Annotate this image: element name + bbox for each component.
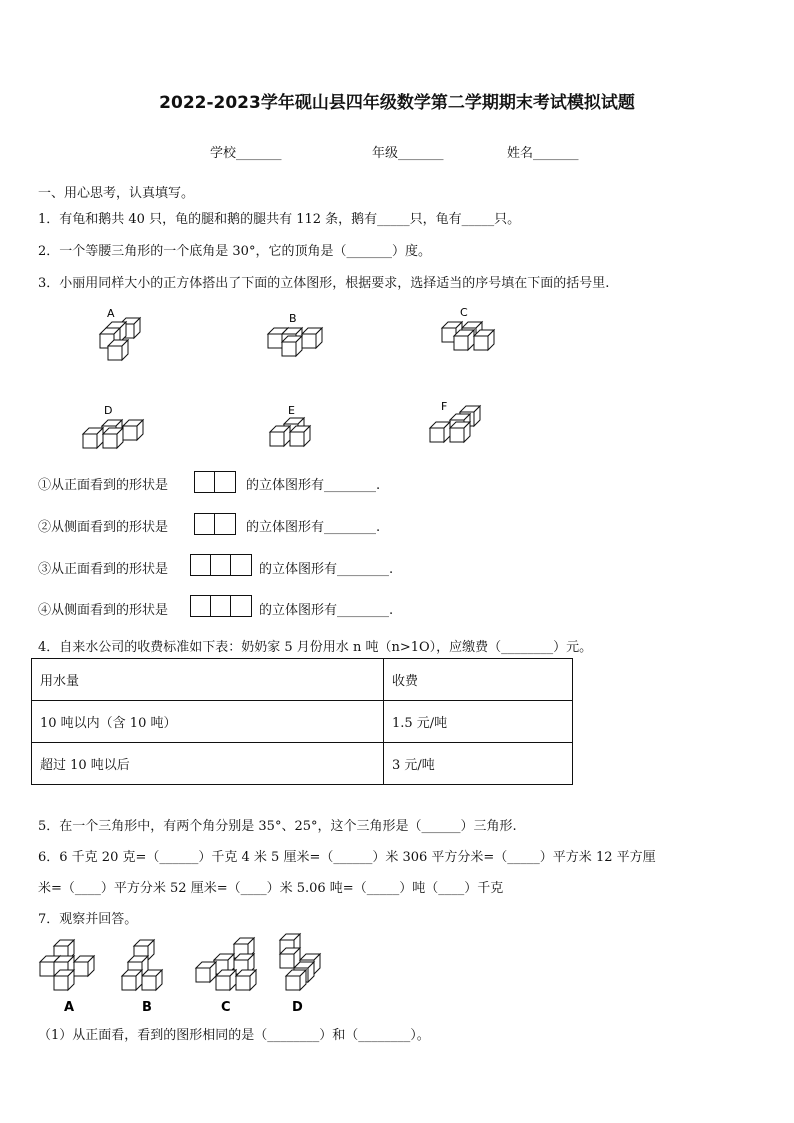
question-7: 7．观察并回答。	[38, 912, 138, 927]
figure-f	[430, 400, 480, 442]
table-row	[32, 743, 573, 785]
q3-sub-1-prefix: ①从正面看到的形状是	[38, 478, 169, 493]
question-1: 1．有龟和鹅共 40 只，龟的腿和鹅的腿共有 112 条，鹅有_____只，龟有_____只。	[38, 212, 521, 227]
q3-sub-2-prefix: ②从侧面看到的形状是	[38, 520, 169, 535]
q7-figure-d	[280, 934, 320, 1015]
question-6-line-1: 6．6 千克 20 克=（______）千克 4 米 5 厘米=（______）米 306 平方分米=（_____）平方米 12 平方厘	[38, 850, 656, 865]
q3-sub-1-suffix: 的立体图形有________.	[246, 478, 381, 493]
q7-figure-a-label: A	[64, 1000, 75, 1015]
grade-field[interactable]: 年级_______	[372, 146, 444, 161]
figure-d	[83, 404, 143, 448]
table-cell: 3 元/吨	[384, 743, 573, 785]
figure-e-label: E	[288, 404, 295, 417]
figure-c	[442, 306, 494, 350]
q3-sub-3-shape	[190, 554, 252, 576]
question-4: 4．自来水公司的收费标准如下表：奶奶家 5 月份用水 n 吨（n>1O），应缴费（________）元。	[38, 640, 593, 655]
table-cell: 超过 10 吨以后	[32, 743, 384, 785]
q3-sub-3-suffix: 的立体图形有________.	[259, 562, 394, 577]
q7-figure-d-label: D	[292, 1000, 303, 1015]
q3-figures	[80, 300, 540, 460]
figure-c-label: C	[460, 306, 468, 319]
question-3: 3．小丽用同样大小的正方体搭出了下面的立体图形，根据要求，选择适当的序号填在下面的括号里.	[38, 276, 610, 291]
figure-b	[268, 312, 322, 356]
water-fee-table	[31, 658, 573, 785]
section-heading: 一、用心思考，认真填写。	[38, 186, 195, 201]
q7-figure-c	[196, 938, 256, 1015]
figure-e	[270, 404, 310, 446]
q7-figure-b	[122, 940, 162, 1015]
q7-figure-c-label: C	[221, 1000, 231, 1015]
q3-sub-4-suffix: 的立体图形有________.	[259, 603, 394, 618]
exam-title: 2022-2023学年砚山县四年级数学第二学期期末考试模拟试题	[159, 93, 635, 113]
name-field[interactable]: 姓名_______	[507, 146, 579, 161]
table-row	[32, 659, 573, 701]
question-7-sub-1: （1）从正面看，看到的图形相同的是（________）和（________）。	[38, 1028, 430, 1043]
question-2: 2．一个等腰三角形的一个底角是 30°，它的顶角是（_______）度。	[38, 244, 431, 259]
figure-d-label: D	[104, 404, 113, 417]
q3-sub-4-prefix: ④从侧面看到的形状是	[38, 603, 169, 618]
q7-figure-a	[40, 940, 94, 1015]
question-5: 5．在一个三角形中，有两个角分别是 35°、25°，这个三角形是（______）三角形.	[38, 819, 517, 834]
q3-sub-1-shape	[194, 471, 236, 493]
q3-sub-3-prefix: ③从正面看到的形状是	[38, 562, 169, 577]
figure-b-label: B	[289, 312, 297, 325]
q7-figures	[34, 930, 344, 1020]
question-6-line-2: 米=（____）平方分米 52 厘米=（____）米 5.06 吨=（_____）吨（____）千克	[38, 881, 504, 896]
q3-sub-2-suffix: 的立体图形有________.	[246, 520, 381, 535]
figure-a	[100, 307, 140, 360]
q3-sub-2-shape	[194, 513, 236, 535]
q3-sub-4-shape	[190, 595, 252, 617]
table-cell: 用水量	[32, 659, 384, 701]
table-row	[32, 701, 573, 743]
figure-a-label: A	[107, 307, 115, 320]
table-cell: 10 吨以内（含 10 吨）	[32, 701, 384, 743]
school-field[interactable]: 学校_______	[210, 146, 282, 161]
figure-f-label: F	[441, 400, 448, 413]
table-cell: 收费	[384, 659, 573, 701]
table-cell: 1.5 元/吨	[384, 701, 573, 743]
q7-figure-b-label: B	[142, 1000, 152, 1015]
